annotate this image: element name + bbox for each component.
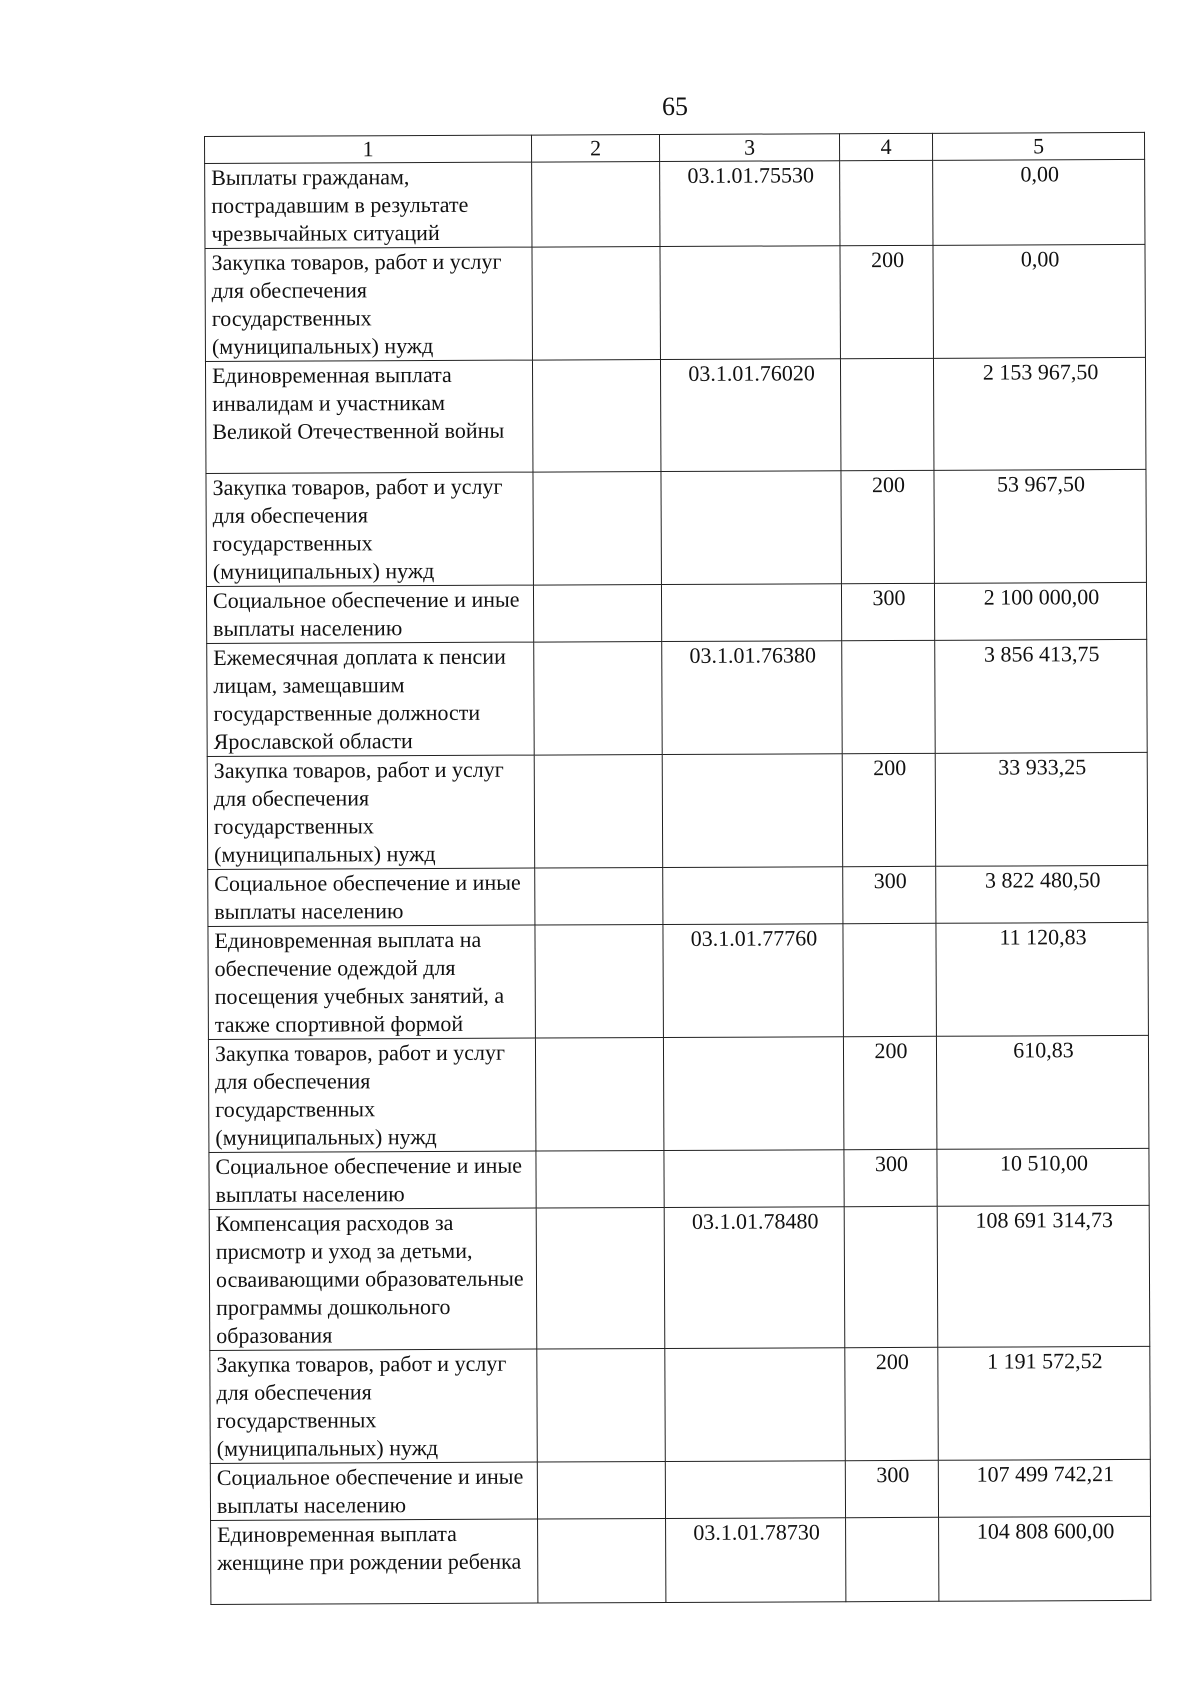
row-name-cell: Закупка товаров, работ и услуг для обеспечения государственных (муниципальных) нужд bbox=[208, 1038, 535, 1152]
row-name-cell: Выплаты гражданам, пострадавшим в результате чрезвычайных ситуаций bbox=[205, 162, 532, 248]
row-code-cell: 03.1.01.75530 bbox=[660, 161, 840, 247]
table-row bbox=[207, 639, 1147, 756]
row-col2-cell bbox=[535, 868, 663, 926]
row-sum-cell: 3 822 480,50 bbox=[936, 865, 1148, 923]
row-code-cell bbox=[661, 584, 841, 642]
table-row bbox=[208, 865, 1148, 926]
table-row bbox=[206, 582, 1146, 643]
row-col2-cell bbox=[537, 1349, 665, 1463]
row-name-cell: Закупка товаров, работ и услуг для обеспечения государственных (муниципальных) нужд bbox=[206, 472, 533, 586]
table-header-row bbox=[205, 132, 1145, 163]
table-row bbox=[206, 469, 1146, 586]
row-sum-cell: 2 153 967,50 bbox=[933, 357, 1145, 470]
row-code-cell: 03.1.01.78730 bbox=[666, 1518, 846, 1603]
page-number: 65 bbox=[662, 92, 688, 121]
table-row bbox=[211, 1516, 1151, 1604]
row-sum-cell: 107 499 742,21 bbox=[938, 1459, 1150, 1517]
row-name-cell: Единовременная выплата инвалидам и участникам Великой Отечественной войны bbox=[205, 360, 532, 473]
column-header: 4 bbox=[839, 133, 932, 160]
row-code-cell bbox=[663, 1037, 843, 1151]
row-type-cell bbox=[843, 923, 936, 1036]
row-code-cell bbox=[665, 1348, 845, 1462]
row-code-cell bbox=[664, 1150, 844, 1208]
row-sum-cell: 33 933,25 bbox=[935, 752, 1147, 866]
row-col2-cell bbox=[534, 642, 662, 756]
row-code-cell: 03.1.01.76380 bbox=[662, 641, 842, 755]
row-sum-cell: 2 100 000,00 bbox=[934, 582, 1146, 640]
row-name-cell: Закупка товаров, работ и услуг для обеспечения государственных (муниципальных) нужд bbox=[210, 1349, 537, 1463]
row-name-cell: Социальное обеспечение и иные выплаты населению bbox=[208, 868, 535, 926]
row-col2-cell bbox=[538, 1518, 666, 1603]
row-type-cell: 200 bbox=[843, 1036, 936, 1149]
row-type-cell: 200 bbox=[840, 245, 933, 358]
row-type-cell bbox=[840, 160, 933, 245]
row-type-cell bbox=[840, 358, 933, 470]
table-row bbox=[205, 357, 1145, 473]
table-row bbox=[210, 1346, 1150, 1463]
row-code-cell bbox=[661, 471, 841, 585]
row-sum-cell: 0,00 bbox=[933, 244, 1145, 358]
row-col2-cell bbox=[537, 1461, 665, 1519]
row-type-cell bbox=[842, 640, 935, 753]
row-col2-cell bbox=[532, 162, 660, 248]
row-code-cell: 03.1.01.76020 bbox=[660, 359, 840, 472]
table-row bbox=[209, 1148, 1149, 1209]
row-sum-cell: 108 691 314,73 bbox=[937, 1205, 1150, 1347]
row-sum-cell: 104 808 600,00 bbox=[939, 1516, 1151, 1601]
table-row bbox=[209, 1205, 1150, 1350]
table-row bbox=[208, 922, 1148, 1039]
budget-table bbox=[204, 132, 1151, 1605]
row-type-cell: 300 bbox=[843, 866, 936, 923]
row-col2-cell bbox=[535, 925, 663, 1039]
row-type-cell: 200 bbox=[841, 470, 934, 583]
row-sum-cell: 1 191 572,52 bbox=[938, 1346, 1150, 1460]
column-header: 1 bbox=[205, 135, 532, 163]
row-col2-cell bbox=[533, 585, 661, 643]
row-name-cell: Закупка товаров, работ и услуг для обеспечения государственных (муниципальных) нужд bbox=[207, 755, 534, 869]
row-name-cell: Закупка товаров, работ и услуг для обеспечения государственных (муниципальных) нужд bbox=[205, 247, 532, 361]
table-row bbox=[207, 752, 1147, 869]
row-type-cell: 200 bbox=[845, 1347, 938, 1460]
table-row bbox=[208, 1035, 1148, 1152]
column-header: 5 bbox=[932, 132, 1144, 160]
table-row bbox=[210, 1459, 1150, 1520]
row-type-cell bbox=[846, 1517, 939, 1601]
row-sum-cell: 10 510,00 bbox=[937, 1148, 1149, 1206]
row-col2-cell bbox=[534, 755, 662, 869]
column-header: 3 bbox=[659, 134, 839, 162]
column-header: 2 bbox=[531, 135, 659, 163]
row-code-cell bbox=[660, 246, 840, 360]
row-type-cell: 300 bbox=[841, 583, 934, 640]
row-col2-cell bbox=[536, 1151, 664, 1209]
row-col2-cell bbox=[536, 1208, 665, 1350]
row-name-cell: Компенсация расходов за присмотр и уход за детьми, осваивающими образовательные программы дошкольного образования bbox=[209, 1208, 537, 1350]
row-name-cell: Социальное обеспечение и иные выплаты населению bbox=[210, 1462, 537, 1520]
table-row bbox=[205, 159, 1145, 248]
row-col2-cell bbox=[532, 360, 660, 473]
row-sum-cell: 3 856 413,75 bbox=[935, 639, 1147, 753]
row-sum-cell: 0,00 bbox=[933, 159, 1145, 245]
row-type-cell bbox=[844, 1206, 938, 1347]
row-code-cell: 03.1.01.78480 bbox=[664, 1207, 845, 1349]
row-name-cell: Социальное обеспечение и иные выплаты населению bbox=[209, 1151, 536, 1209]
table-row bbox=[205, 244, 1145, 361]
row-col2-cell bbox=[535, 1038, 663, 1152]
row-type-cell: 200 bbox=[842, 753, 935, 866]
row-col2-cell bbox=[533, 472, 661, 586]
row-name-cell: Ежемесячная доплата к пенсии лицам, замещавшим государственные должности Ярославской области bbox=[207, 642, 534, 756]
row-type-cell: 300 bbox=[845, 1460, 938, 1517]
row-sum-cell: 11 120,83 bbox=[936, 922, 1148, 1036]
row-name-cell: Социальное обеспечение и иные выплаты населению bbox=[206, 585, 533, 643]
row-sum-cell: 53 967,50 bbox=[934, 469, 1146, 583]
row-code-cell bbox=[662, 754, 842, 868]
row-code-cell bbox=[663, 867, 843, 925]
row-name-cell: Единовременная выплата на обеспечение одеждой для посещения учебных занятий, а также спортивной формой bbox=[208, 925, 535, 1039]
row-sum-cell: 610,83 bbox=[936, 1035, 1148, 1149]
row-code-cell bbox=[665, 1461, 845, 1519]
row-type-cell: 300 bbox=[844, 1149, 937, 1206]
row-name-cell: Единовременная выплата женщине при рождении ребенка bbox=[211, 1519, 538, 1604]
row-col2-cell bbox=[532, 247, 660, 361]
row-code-cell: 03.1.01.77760 bbox=[663, 924, 843, 1038]
